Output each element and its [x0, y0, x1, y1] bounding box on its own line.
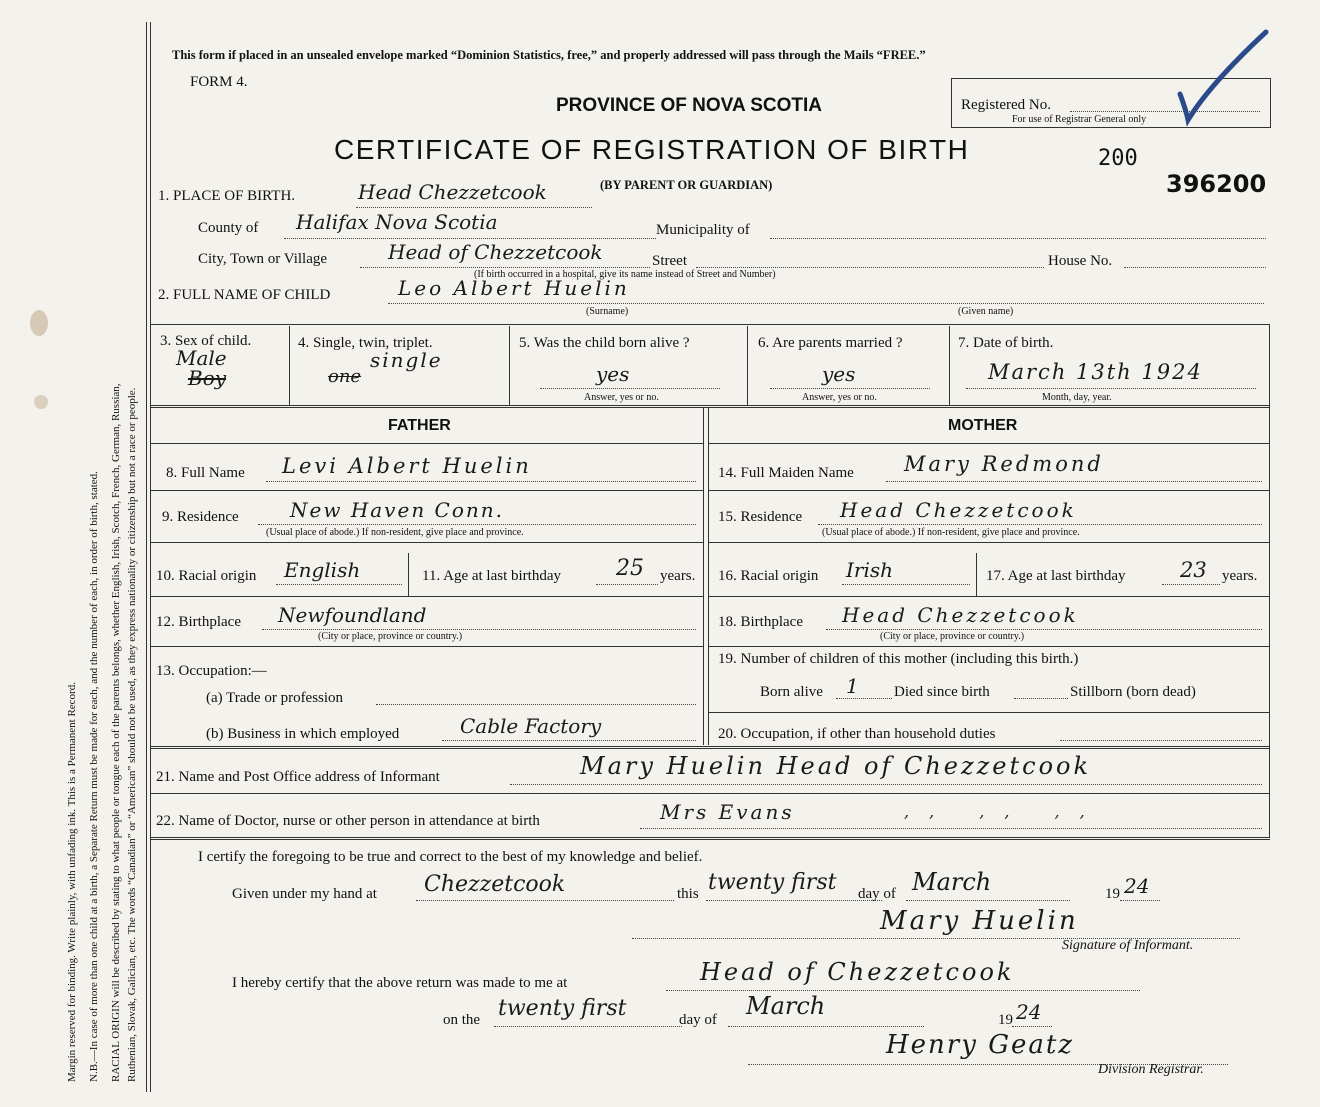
children-count-label: 19. Number of children of this mother (including this birth.) — [718, 651, 1079, 667]
married-label: 6. Are parents married ? — [758, 335, 903, 351]
mother-born-alive-label: Born alive — [760, 684, 823, 700]
place-of-birth-value: Head Chezzetcook — [358, 180, 547, 204]
given-place-value: Chezzetcook — [424, 872, 566, 897]
plurality-label: 4. Single, twin, triplet. — [298, 335, 433, 351]
margin-rule-inner — [150, 22, 151, 1092]
mother-age-label: 17. Age at last birthday — [986, 568, 1126, 584]
dob-hint: Month, day, year. — [1042, 392, 1112, 403]
county-value: Halifax Nova Scotia — [296, 210, 498, 234]
day-value: twenty first — [708, 870, 837, 895]
binding-hole — [34, 395, 48, 409]
registered-number-label: Registered No. — [961, 97, 1051, 113]
day-of-label: day of — [858, 886, 896, 902]
father-birthplace-value: Newfoundland — [278, 603, 427, 627]
stillborn-label: Stillborn (born dead) — [1070, 684, 1196, 700]
mother-abode-note: (Usual place of abode.) If non-resident, give place and province. — [822, 527, 1080, 538]
sex-value: Male — [176, 346, 227, 370]
year-prefix: 19 — [1105, 886, 1120, 902]
born-alive-label: 5. Was the child born alive ? — [519, 335, 690, 351]
stamp-number: 200 — [1098, 146, 1138, 171]
father-birthplace-label: 12. Birthplace — [156, 614, 241, 630]
child-name-value: Leo Albert Huelin — [398, 276, 630, 300]
father-city-note: (City or place, province or country.) — [318, 631, 463, 642]
certification-statement: I certify the foregoing to be true and correct to the best of my knowledge and belief. — [198, 849, 703, 865]
father-years-label: years. — [660, 568, 696, 584]
mother-birthplace-label: 18. Birthplace — [718, 614, 803, 630]
father-age-value: 25 — [616, 556, 644, 581]
father-racial-label: 10. Racial origin — [156, 568, 257, 584]
reg-year-value: 24 — [1016, 1000, 1042, 1024]
mother-occupation-label: 20. Occupation, if other than household duties — [718, 726, 996, 742]
this-label: this — [677, 886, 699, 902]
reg-month-value: March — [746, 992, 826, 1020]
sex-value-struck: Boy — [188, 366, 227, 390]
registrar-statement: I hereby certify that the above return was made to me at — [232, 975, 568, 991]
married-value: yes — [822, 362, 856, 386]
father-age-label: 11. Age at last birthday — [422, 568, 561, 584]
attendant-value: Mrs Evans — [660, 800, 795, 824]
county-label: County of — [198, 220, 259, 236]
married-answer-hint: Answer, yes or no. — [802, 392, 877, 403]
father-name-label: 8. Full Name — [166, 465, 245, 481]
municipality-label: Municipality of — [656, 222, 750, 238]
registrar-use-note: For use of Registrar General only — [1012, 114, 1147, 125]
mother-racial-label: 16. Racial origin — [718, 568, 819, 584]
month-value: March — [912, 868, 992, 896]
trade-label: (a) Trade or profession — [206, 690, 344, 706]
on-the-label: on the — [443, 1012, 481, 1028]
street-label: Street — [652, 253, 687, 269]
plurality-value: single — [370, 348, 443, 372]
city-label: City, Town or Village — [198, 251, 328, 267]
signature-of-informant-label: Signature of Informant. — [1062, 938, 1194, 953]
plurality-struck: one — [328, 366, 362, 387]
born-alive-value: yes — [596, 362, 630, 386]
mother-residence-label: 15. Residence — [718, 509, 803, 525]
child-name-label: 2. FULL NAME OF CHILD — [158, 287, 331, 303]
father-racial-value: English — [284, 558, 361, 582]
city-value: Head of Chezzetcook — [388, 240, 603, 264]
handwritten-number: 396200 — [1166, 170, 1267, 198]
margin-racial-note-2: Ruthenian, Slovak, Galician, etc. The words “Canadian” or “American” should not be used, as they express nationality or citizenship but not a race or people. — [126, 387, 138, 1082]
registrar-place-value: Head of Chezzetcook — [700, 958, 1015, 986]
sex-label: 3. Sex of child. — [160, 333, 252, 349]
died-since-birth-label: Died since birth — [894, 684, 990, 700]
mail-notice: This form if placed in an unsealed envelope marked “Dominion Statistics, free,” and properly addressed will pass through the Mails “FREE.” — [172, 48, 926, 62]
check-mark-icon — [1170, 24, 1280, 134]
margin-racial-note-1: RACIAL ORIGIN will be described by stating to what people or tongue each of the parents belongs, whether English, Irish, Scotch, French, German, Russian, — [110, 383, 122, 1082]
form-number: FORM 4. — [190, 74, 248, 90]
dob-value: March 13th 1924 — [988, 360, 1203, 384]
father-heading: FATHER — [388, 417, 451, 434]
dob-label: 7. Date of birth. — [958, 335, 1054, 351]
mother-born-alive-value: 1 — [846, 674, 859, 698]
business-label: (b) Business in which employed — [206, 726, 400, 742]
mother-years-label: years. — [1222, 568, 1258, 584]
informant-value: Mary Huelin Head of Chezzetcook — [580, 752, 1092, 780]
father-residence-label: 9. Residence — [162, 509, 239, 525]
certificate-title: CERTIFICATE OF REGISTRATION OF BIRTH — [334, 134, 970, 165]
given-name-label: (Given name) — [958, 306, 1014, 317]
given-under-hand-label: Given under my hand at — [232, 886, 377, 902]
father-name-value: Levi Albert Huelin — [282, 454, 532, 478]
binding-hole — [30, 310, 48, 336]
mother-racial-value: Irish — [846, 558, 894, 582]
informant-label: 21. Name and Post Office address of Informant — [156, 769, 440, 785]
father-abode-note: (Usual place of abode.) If non-resident, give place and province. — [266, 527, 524, 538]
certificate-subtitle: (BY PARENT OR GUARDIAN) — [600, 178, 773, 192]
mother-name-label: 14. Full Maiden Name — [718, 465, 854, 481]
place-of-birth-label: 1. PLACE OF BIRTH. — [158, 188, 296, 204]
registrar-signature: Henry Geatz — [886, 1030, 1074, 1060]
province-heading: PROVINCE OF NOVA SCOTIA — [556, 95, 823, 116]
hospital-note: (If birth occurred in a hospital, give its name instead of Street and Number) — [474, 269, 776, 280]
margin-nb-note: N.B.—In case of more than one child at a birth, a Separate Return must be made for each, and the number of each, in order of birth, stated. — [88, 471, 100, 1082]
margin-binding-note: Margin reserved for binding. Write plainly, with unfading ink. This is a Permanent Record. — [66, 682, 78, 1082]
father-residence-value: New Haven Conn. — [290, 498, 505, 522]
born-alive-answer-hint: Answer, yes or no. — [584, 392, 659, 403]
year-value: 24 — [1124, 874, 1150, 898]
mother-birthplace-value: Head Chezzetcook — [842, 603, 1079, 627]
surname-label: (Surname) — [586, 306, 629, 317]
mother-heading: MOTHER — [948, 417, 1018, 434]
mother-name-value: Mary Redmond — [904, 452, 1104, 476]
mother-city-note: (City or place, province or country.) — [880, 631, 1025, 642]
margin-rule — [146, 22, 147, 1092]
business-value: Cable Factory — [460, 714, 602, 738]
attendant-label: 22. Name of Doctor, nurse or other person in attendance at birth — [156, 813, 540, 829]
house-number-label: House No. — [1048, 253, 1113, 269]
reg-day-value: twenty first — [498, 996, 627, 1021]
reg-year-prefix: 19 — [998, 1012, 1013, 1028]
mother-age-value: 23 — [1180, 558, 1207, 582]
attendant-ditto: ,, ,, ,, — [904, 802, 1105, 821]
reg-day-of-label: day of — [679, 1012, 717, 1028]
mother-residence-value: Head Chezzetcook — [840, 498, 1077, 522]
occupation-label: 13. Occupation:— — [156, 663, 267, 679]
division-registrar-label: Division Registrar. — [1098, 1062, 1204, 1077]
informant-signature: Mary Huelin — [880, 906, 1079, 936]
